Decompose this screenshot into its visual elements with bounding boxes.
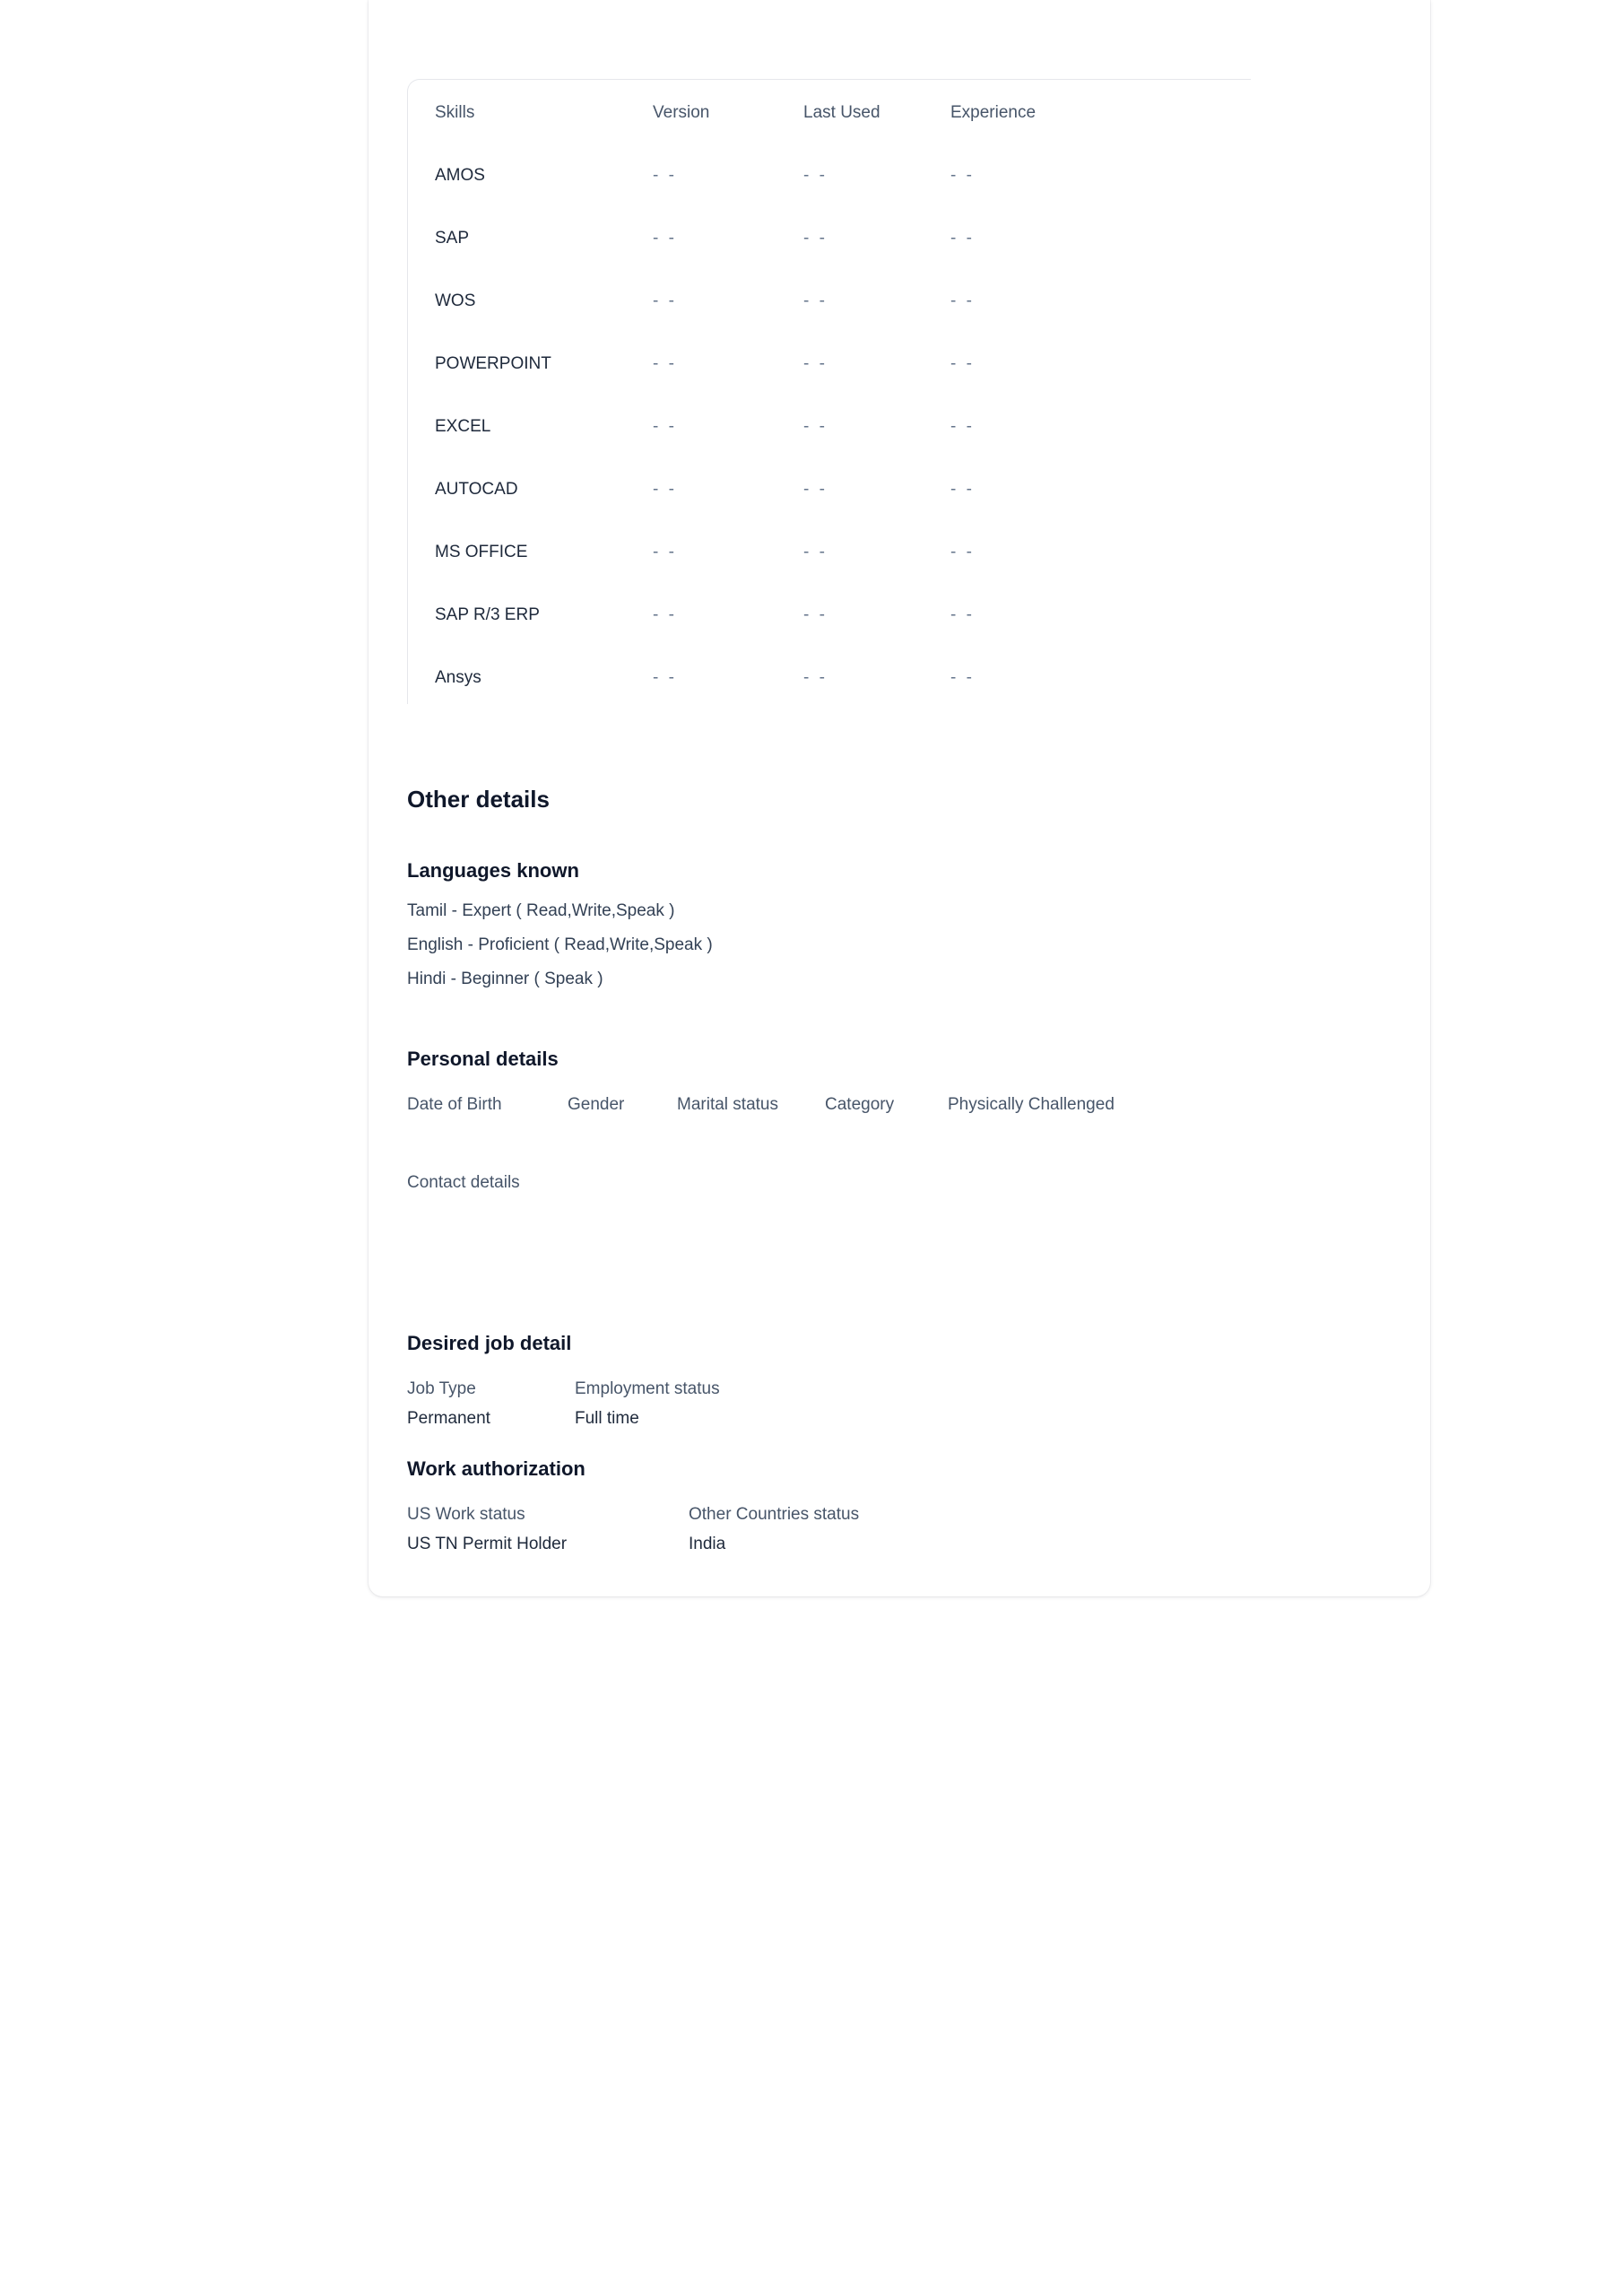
profile-card <box>369 0 1430 1596</box>
skill-experience: - - <box>950 668 975 687</box>
language-item: English - Proficient ( Read,Write,Speak ) <box>407 935 713 954</box>
employment-status-value: Full time <box>575 1409 639 1428</box>
skill-name: AMOS <box>435 166 485 185</box>
table-row <box>435 519 1242 582</box>
skill-experience: - - <box>950 229 975 248</box>
skill-version: - - <box>653 229 677 248</box>
header-last-used: Last Used <box>803 103 880 122</box>
language-item: Tamil - Expert ( Read,Write,Speak ) <box>407 901 675 920</box>
skill-version: - - <box>653 166 677 185</box>
employment-status-label: Employment status <box>575 1379 720 1398</box>
us-work-status-label: US Work status <box>407 1505 525 1524</box>
skill-version: - - <box>653 605 677 624</box>
skill-version: - - <box>653 417 677 436</box>
skill-name: MS OFFICE <box>435 543 528 561</box>
skill-last-used: - - <box>803 605 828 624</box>
other-countries-status-value: India <box>689 1535 726 1553</box>
desired-job-detail-title: Desired job detail <box>407 1332 572 1354</box>
skill-name: AUTOCAD <box>435 480 518 499</box>
language-item: Hindi - Beginner ( Speak ) <box>407 970 603 988</box>
category-label: Category <box>825 1095 895 1114</box>
skill-name: SAP R/3 ERP <box>435 605 540 624</box>
skill-version: - - <box>653 668 677 687</box>
header-version: Version <box>653 103 710 122</box>
skill-experience: - - <box>950 291 975 310</box>
skill-experience: - - <box>950 480 975 499</box>
skill-name: EXCEL <box>435 417 491 436</box>
job-type-label: Job Type <box>407 1379 476 1398</box>
other-countries-status-label: Other Countries status <box>689 1505 860 1524</box>
table-row <box>435 645 1242 708</box>
skill-name: POWERPOINT <box>435 354 551 373</box>
skill-last-used: - - <box>803 166 828 185</box>
skill-last-used: - - <box>803 480 828 499</box>
skills-table-header <box>435 80 1242 143</box>
skill-name: SAP <box>435 229 470 248</box>
skill-version: - - <box>653 354 677 373</box>
header-experience: Experience <box>950 103 1037 122</box>
table-row <box>435 457 1242 519</box>
work-authorization-title: Work authorization <box>407 1457 585 1480</box>
skill-experience: - - <box>950 354 975 373</box>
skill-version: - - <box>653 291 677 310</box>
physically-challenged-label: Physically Challenged <box>948 1095 1115 1114</box>
skill-last-used: - - <box>803 229 828 248</box>
table-row <box>435 394 1242 457</box>
table-row <box>435 143 1242 205</box>
personal-details-title: Personal details <box>407 1048 559 1070</box>
us-work-status-value: US TN Permit Holder <box>407 1535 568 1553</box>
other-details-title: Other details <box>407 786 550 813</box>
skill-version: - - <box>653 543 677 561</box>
skill-last-used: - - <box>803 417 828 436</box>
contact-details-label: Contact details <box>407 1173 520 1192</box>
skill-last-used: - - <box>803 543 828 561</box>
skill-experience: - - <box>950 166 975 185</box>
skill-last-used: - - <box>803 668 828 687</box>
table-row <box>435 268 1242 331</box>
skill-last-used: - - <box>803 354 828 373</box>
gender-label: Gender <box>568 1095 625 1114</box>
dob-label: Date of Birth <box>407 1095 502 1114</box>
skill-version: - - <box>653 480 677 499</box>
job-type-value: Permanent <box>407 1409 490 1428</box>
table-row <box>435 205 1242 268</box>
header-skills: Skills <box>435 103 475 122</box>
table-row <box>435 331 1242 394</box>
skills-table <box>407 79 1251 704</box>
marital-status-label: Marital status <box>677 1095 778 1114</box>
languages-known-title: Languages known <box>407 859 579 882</box>
skill-experience: - - <box>950 605 975 624</box>
skill-experience: - - <box>950 417 975 436</box>
table-row <box>435 582 1242 645</box>
skill-name: Ansys <box>435 668 481 687</box>
skill-experience: - - <box>950 543 975 561</box>
skill-name: WOS <box>435 291 476 310</box>
skill-last-used: - - <box>803 291 828 310</box>
